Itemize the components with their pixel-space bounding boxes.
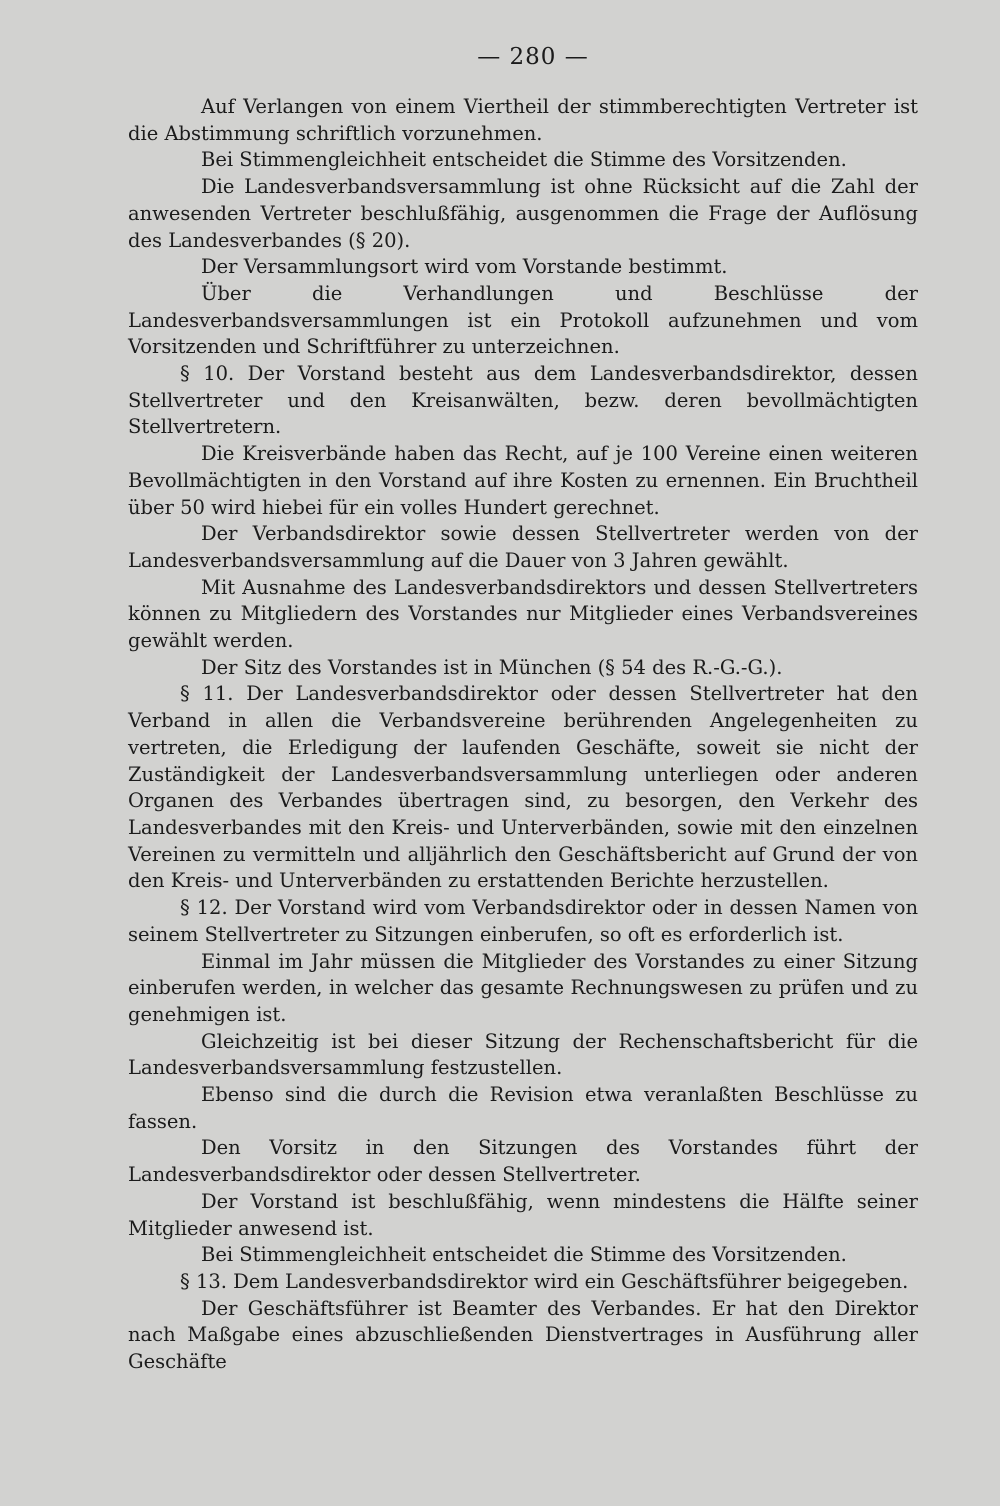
- section-13: § 13. Dem Landesverbandsdirektor wird ein Geschäftsführer beigegeben.: [180, 1269, 909, 1293]
- section-11: § 11. Der Landesverbandsdirektor oder dessen Stellvertreter hat den Verband in allen die Verbandsvereine berührenden Angelegenheiten zu vertreten, die Erledigung der laufenden Geschäfte, soweit sie nicht der Zuständigkeit der Landesverbandsversammlung unterliegen oder anderen Organen des Verbandes übertragen sind, zu besorgen, den Verkehr des Landesverbandes mit den Kreis- und Unterverbänden, sowie mit den einzelnen Vereinen zu vermitteln und alljährlich den Geschäftsbericht auf Grund der von den Kreis- und Unterverbänden zu erstattenden Berichte herzustellen.: [128, 682, 918, 893]
- paragraph-geschaeftsfuehrer: Der Geschäftsführer ist Beamter des Verbandes. Er hat den Direktor nach Maßgabe eines abzuschließenden Dienstvertrages in Ausführung aller Geschäfte: [128, 1296, 918, 1374]
- paragraph-vorstand-beschlussfaehig: Der Vorstand ist beschlußfähig, wenn mindestens die Hälfte seiner Mitglieder anwesend ist.: [128, 1189, 918, 1240]
- paragraph-kreisverbaende: Die Kreisverbände haben das Recht, auf je 100 Vereine einen weiteren Bevollmächtigten in den Vorstand auf ihre Kosten zu ernennen. Ein Bruchtheil über 50 wird hiebei für ein volles Hundert gerechnet.: [128, 442, 918, 519]
- paragraph-rechenschaftsbericht: Gleichzeitig ist bei dieser Sitzung der Rechenschaftsbericht für die Landesverbandsversammlung festzustellen.: [128, 1029, 918, 1080]
- paragraph-sitz: Der Sitz des Vorstandes ist in München (§ 54 des R.-G.-G.).: [201, 655, 783, 679]
- paragraph-stimmengleichheit-vorstand: Bei Stimmengleichheit entscheidet die Stimme des Vorsitzenden.: [201, 1243, 847, 1267]
- paragraph-versammlungsort: Der Versammlungsort wird vom Vorstande bestimmt.: [201, 255, 728, 279]
- paragraph-abstimmung: Auf Verlangen von einem Viertheil der stimmberechtigten Vertreter ist die Abstimmung schriftlich vorzunehmen.: [128, 95, 918, 145]
- paragraph-stimmengleichheit: Bei Stimmengleichheit entscheidet die Stimme des Vorsitzenden.: [201, 148, 847, 172]
- section-10: § 10. Der Vorstand besteht aus dem Landesverbandsdirektor, dessen Stellvertreter und den Kreisanwälten, bezw. deren bevollmächtigten Stellvertretern.: [128, 362, 918, 439]
- body-text: [128, 94, 918, 1376]
- paragraph-verbandsdirektor-wahl: Der Verbandsdirektor sowie dessen Stellvertreter werden von der Landesverbandsversammlung auf die Dauer von 3 Jahren gewählt.: [128, 522, 918, 572]
- paragraph-beschlussfaehigkeit: Die Landesverbandsversammlung ist ohne Rücksicht auf die Zahl der anwesenden Vertreter beschlußfähig, ausgenommen die Frage der Auflösung des Landesverbandes (§ 20).: [128, 175, 918, 252]
- paragraph-mitglieder-vorstand: Mit Ausnahme des Landesverbandsdirektors und dessen Stellvertreters können zu Mitgliedern des Vorstandes nur Mitglieder eines Verbandsvereines gewählt werden.: [128, 575, 918, 653]
- paragraph-revision: Ebenso sind die durch die Revision etwa veranlaßten Beschlüsse zu fassen.: [128, 1083, 918, 1133]
- paragraph-vorsitz: Den Vorsitz in den Sitzungen des Vorstandes führt der Landesverbandsdirektor oder dessen Stellvertreter.: [128, 1136, 918, 1187]
- section-12: § 12. Der Vorstand wird vom Verbandsdirektor oder in dessen Namen von seinem Stellvertreter zu Sitzungen einberufen, so oft es erforderlich ist.: [128, 896, 918, 946]
- page-number: — 280 —: [477, 44, 589, 70]
- paragraph-protokoll: Über die Verhandlungen und Beschlüsse der Landesverbandsversammlungen ist ein Protokoll aufzunehmen und vom Vorsitzenden und Schriftführer zu unterzeichnen.: [128, 281, 918, 359]
- paragraph-jahressitzung: Einmal im Jahr müssen die Mitglieder des Vorstandes zu einer Sitzung einberufen werden, in welcher das gesamte Rechnungswesen zu prüfen und zu genehmigen ist.: [128, 949, 918, 1026]
